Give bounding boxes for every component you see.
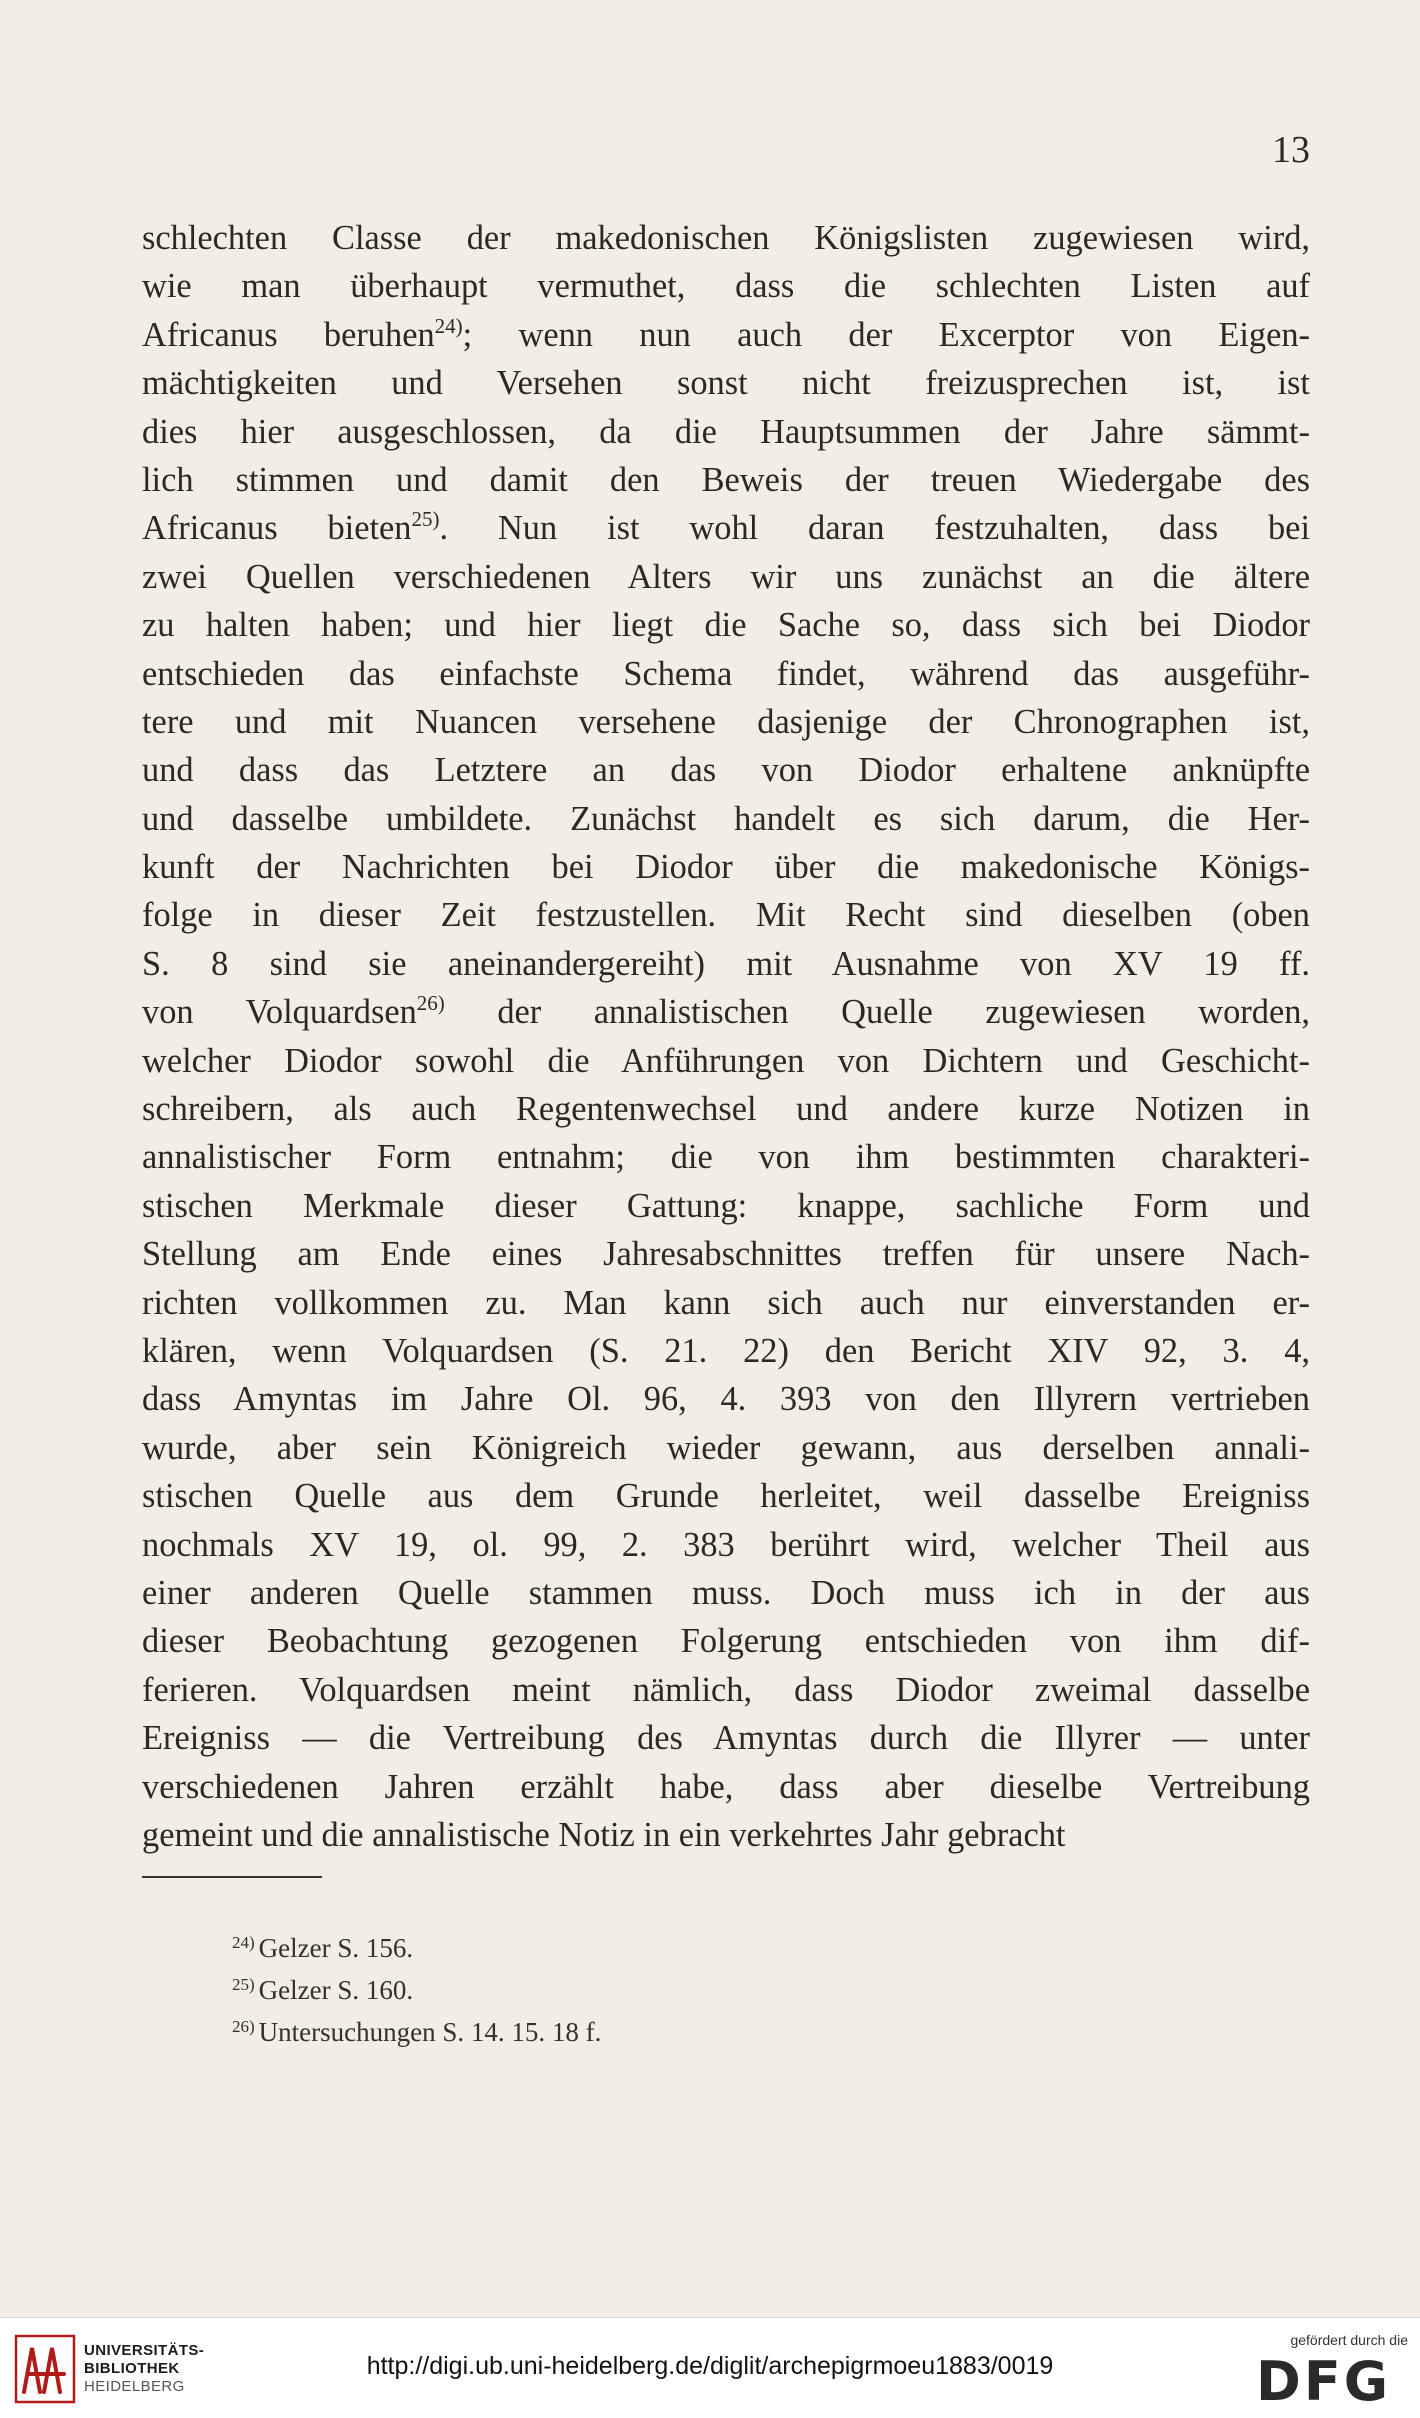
footnote-text: Untersuchungen S. 14. 15. 18 f. bbox=[258, 2017, 602, 2047]
text-line: dieser Beobachtung gezogenen Folgerung entschieden von ihm dif- bbox=[142, 1622, 1310, 1661]
footnote bbox=[232, 1922, 1132, 1964]
text-line: entschieden das einfachste Schema findet, während das ausgeführ- bbox=[142, 654, 1310, 693]
text-line: dass Amyntas im Jahre Ol. 96, 4. 393 von den Illyrern vertrieben bbox=[142, 1380, 1310, 1419]
text-line: mächtigkeiten und Versehen sonst nicht freizusprechen ist, ist bbox=[142, 364, 1310, 403]
text-line: stischen Quelle aus dem Grunde herleitet, weil dasselbe Ereigniss bbox=[142, 1477, 1310, 1516]
institution-line: BIBLIOTHEK bbox=[84, 2360, 180, 2377]
text-line: welcher Diodor sowohl die Anführungen von Dichtern und Geschicht- bbox=[142, 1041, 1310, 1080]
text-line: und dasselbe umbildete. Zunächst handelt es sich darum, die Her- bbox=[142, 799, 1310, 838]
text-line: lich stimmen und damit den Beweis der treuen Wiedergabe des bbox=[142, 460, 1310, 499]
text-line: klären, wenn Volquardsen (S. 21. 22) den Bericht XIV 92, 3. 4, bbox=[142, 1331, 1310, 1370]
footnote-text: Gelzer S. 160. bbox=[258, 1975, 414, 2005]
footer-bar bbox=[0, 2317, 1420, 2418]
footnote-reference: 25) bbox=[411, 507, 440, 532]
text-line: verschiedenen Jahren erzählt habe, dass aber dieselbe Vertreibung bbox=[142, 1767, 1310, 1806]
text-line: zwei Quellen verschiedenen Alters wir uns zunächst an die ältere bbox=[142, 557, 1310, 596]
permalink-url[interactable]: http://digi.ub.uni-heidelberg.de/diglit/archepigrmoeu1883/0019 bbox=[366, 2352, 1054, 2380]
institution-line: HEIDELBERG bbox=[84, 2378, 185, 2395]
footnote bbox=[232, 2006, 1132, 2048]
text-line: und dass das Letztere an das von Diodor erhaltene anknüpfte bbox=[142, 751, 1310, 790]
text-line: Africanus beruhen$^{24)}$; wenn nun auch der Excerptor von Eigen- bbox=[142, 313, 1310, 354]
text-line: Stellung am Ende eines Jahresabschnittes treffen für unsere Nach- bbox=[142, 1235, 1310, 1274]
text-line: nochmals XV 19, ol. 99, 2. 383 berührt wird, welcher Theil aus bbox=[142, 1525, 1310, 1564]
footnote-mark: 26) bbox=[232, 2017, 255, 2036]
institution-line: UNIVERSITÄTS- bbox=[84, 2342, 205, 2359]
text-line: Africanus bieten$^{25)}$. Nun ist wohl daran festzuhalten, dass bei bbox=[142, 507, 1310, 548]
dfg-logo: DFG bbox=[1256, 2350, 1392, 2413]
institution-name bbox=[84, 2342, 204, 2396]
text-line: wie man überhaupt vermuthet, dass die schlechten Listen auf bbox=[142, 267, 1310, 306]
sponsor-caption: gefördert durch die bbox=[1290, 2332, 1408, 2348]
text-line: S. 8 sind sie aneinandergereiht) mit Ausnahme von XV 19 ff. bbox=[142, 944, 1310, 983]
text-line: schlechten Classe der makedonischen Königslisten zugewiesen wird, bbox=[142, 219, 1310, 257]
footnotes bbox=[232, 1922, 1132, 2048]
text-line: folge in dieser Zeit festzustellen. Mit Recht sind dieselben (oben bbox=[142, 896, 1310, 935]
text-line: Ereigniss — die Vertreibung des Amyntas durch die Illyrer — unter bbox=[142, 1719, 1310, 1758]
text-line: schreibern, als auch Regentenwechsel und andere kurze Notizen in bbox=[142, 1090, 1310, 1129]
text-line: einer anderen Quelle stammen muss. Doch muss ich in der aus bbox=[142, 1573, 1310, 1612]
text-line: gemeint und die annalistische Notiz in ein verkehrtes Jahr gebracht bbox=[142, 1815, 1066, 1854]
page-number: 13 bbox=[1272, 129, 1310, 171]
body-text bbox=[142, 214, 1310, 1859]
text-line: kunft der Nachrichten bei Diodor über die makedonische Königs- bbox=[142, 848, 1310, 887]
text-line: ferieren. Volquardsen meint nämlich, dass Diodor zweimal dasselbe bbox=[142, 1670, 1310, 1709]
footnote-separator bbox=[142, 1876, 322, 1878]
text-line: von Volquardsen$^{26)}$ der annalistischen Quelle zugewiesen worden, bbox=[142, 991, 1310, 1032]
text-line: annalistischer Form entnahm; die von ihm bestimmten charakteri- bbox=[142, 1138, 1310, 1177]
text-line: tere und mit Nuancen versehene dasjenige der Chronographen ist, bbox=[142, 702, 1310, 741]
text-line: wurde, aber sein Königreich wieder gewann, aus derselben annali- bbox=[142, 1428, 1310, 1467]
footnote-mark: 25) bbox=[232, 1975, 255, 1994]
university-library-logo-icon bbox=[14, 2334, 76, 2404]
text-line: zu halten haben; und hier liegt die Sache so, dass sich bei Diodor bbox=[142, 606, 1310, 645]
text-line: richten vollkommen zu. Man kann sich auch nur einverstanden er- bbox=[142, 1283, 1310, 1322]
footnote-mark: 24) bbox=[232, 1933, 255, 1952]
footnote bbox=[232, 1964, 1132, 2006]
footnote-reference: 24) bbox=[434, 313, 463, 338]
text-line: dies hier ausgeschlossen, da die Hauptsummen der Jahre sämmt- bbox=[142, 412, 1310, 451]
footnote-text: Gelzer S. 156. bbox=[258, 1933, 414, 1963]
text-line: stischen Merkmale dieser Gattung: knappe, sachliche Form und bbox=[142, 1186, 1310, 1225]
footnote-reference: 26) bbox=[416, 991, 445, 1016]
